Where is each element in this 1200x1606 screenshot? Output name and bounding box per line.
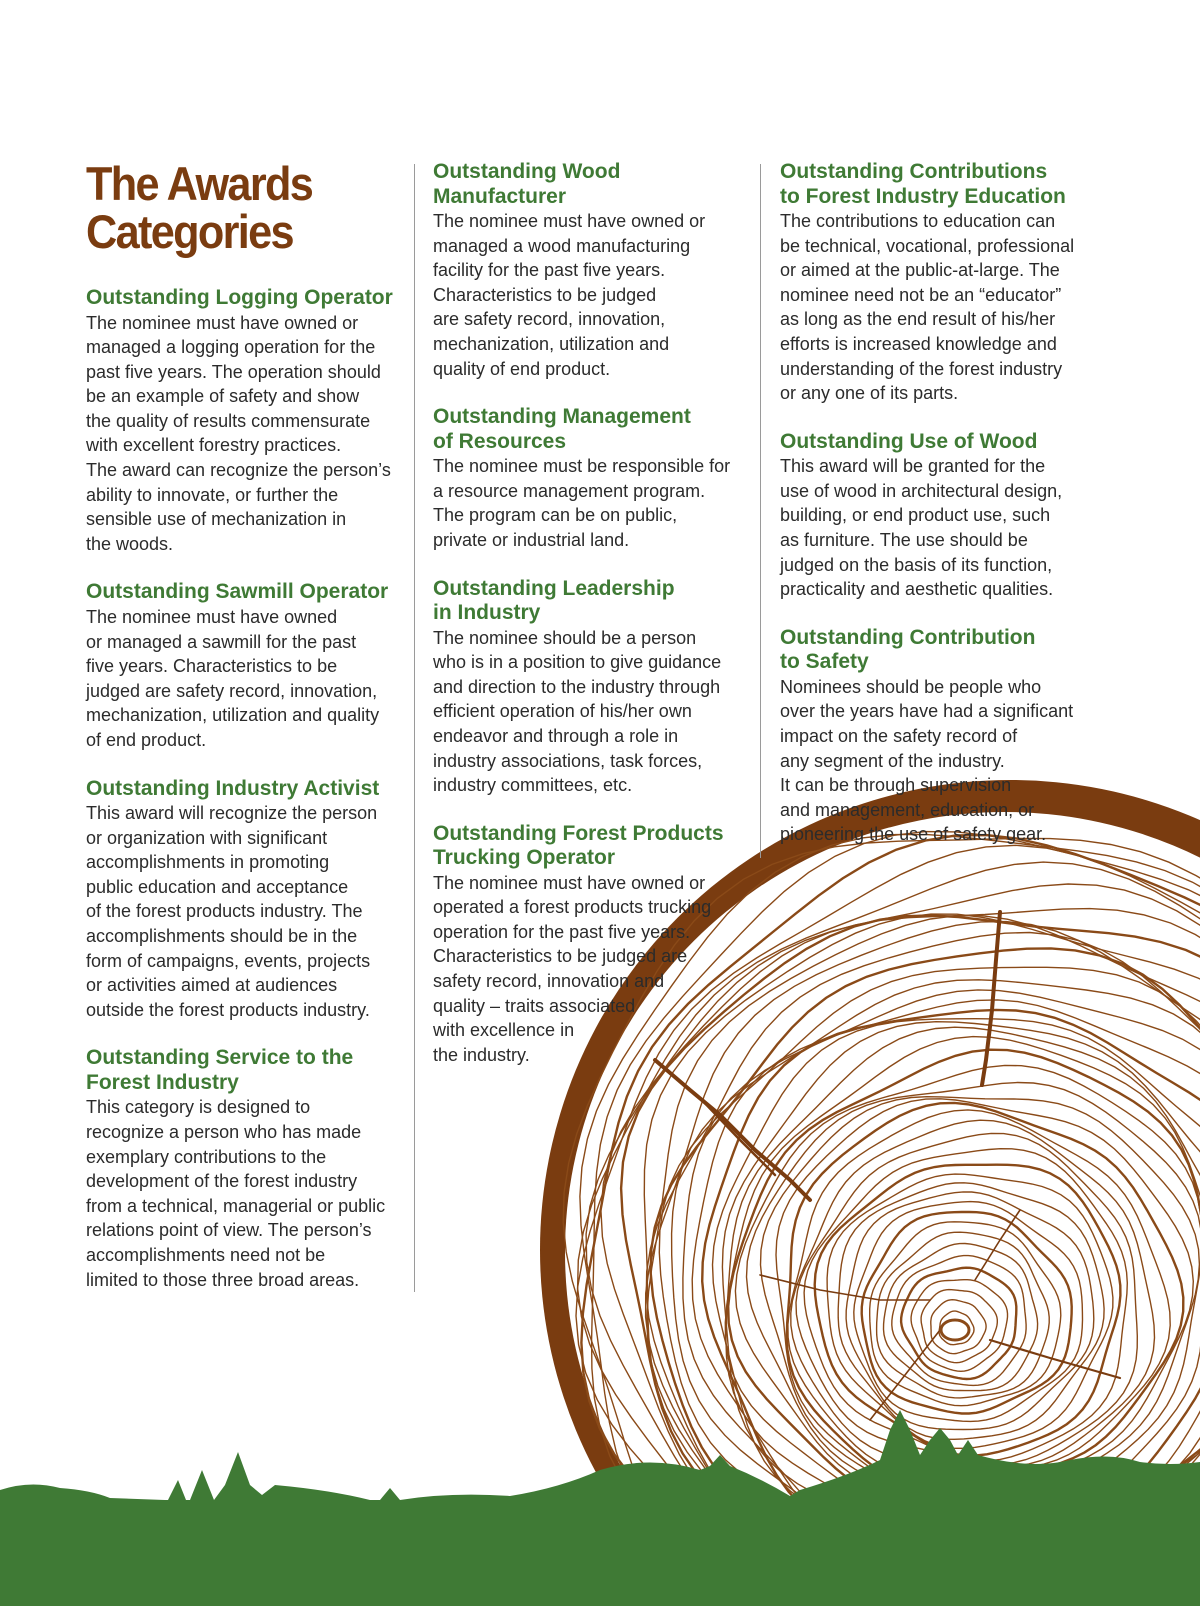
award-category	[86, 777, 416, 1023]
award-category	[780, 160, 1090, 406]
category-description: The nominee must have owned or managed a wood manufacturing facility for the past five years. Characteristics to be judged are safety record, innovation, mechanization, utilization and quality of end product.	[433, 211, 706, 379]
award-category	[780, 626, 1090, 847]
category-description: The nominee must have owned or managed a sawmill for the past five years. Characteristics to be judged are safety record, innovation, mechanization, utilization and quality of end product.	[86, 606, 380, 750]
category-heading: Outstanding Use of Wood	[780, 429, 1038, 453]
category-description: This award will recognize the person or organization with significant accomplishments in promoting public education and acceptance of the forest products industry. The accomplishments should be in the form of campaigns, events, projects or activities aimed at audiences outside the forest products industry.	[86, 803, 378, 1020]
column-2	[433, 160, 743, 1091]
column-3	[780, 160, 1090, 871]
award-category	[86, 286, 416, 556]
award-category	[86, 1046, 416, 1292]
category-heading: Outstanding Logging Operator	[86, 286, 393, 309]
column-divider	[760, 164, 761, 858]
category-heading: Outstanding Contribution to Safety	[780, 625, 1036, 674]
category-description: The contributions to education can be technical, vocational, professional or aimed at the public-at-large. The nominee need not be an “educator” as long as the end result of his/her efforts is increased knowledge and understanding of the forest industry or any one of its parts.	[780, 211, 1075, 404]
category-heading: Outstanding Forest Products Trucking Operator	[433, 821, 724, 870]
category-description: The nominee must be responsible for a resource management program. The program can be on public, private or industrial land.	[433, 456, 731, 550]
page-title: The Awards Categories	[86, 157, 313, 258]
category-description: This award will be granted for the use of wood in architectural design, building, or end product use, such as furniture. The use should be judged on the basis of its function, practicality and aesthetic qualities.	[780, 456, 1063, 600]
award-category	[433, 822, 743, 1068]
award-category	[433, 160, 743, 381]
category-heading: Outstanding Wood Manufacturer	[433, 160, 621, 208]
award-category	[433, 577, 743, 798]
category-heading: Outstanding Management of Resources	[433, 405, 691, 453]
award-category	[433, 405, 743, 552]
category-description: The nominee should be a person who is in a position to give guidance and direction to the industry through efficient operation of his/her own endeavor and through a role in industry associations, task forces, industry committees, etc.	[433, 627, 722, 796]
category-description: Nominees should be people who over the years have had a significant impact on the safety record of any segment of the industry. It can be through supervision and management, education, or pioneering the use of safety gear.	[780, 676, 1074, 845]
category-heading: Outstanding Sawmill Operator	[86, 580, 389, 604]
category-description: This category is designed to recognize a person who has made exemplary contributions to the development of the forest industry from a technical, managerial or public relations point of view. The person’s accomplishments need not be limited to those three broad areas.	[86, 1097, 386, 1290]
award-category	[86, 580, 416, 752]
category-heading: Outstanding Contributions to Forest Industry Education	[780, 160, 1066, 208]
category-heading: Outstanding Leadership in Industry	[433, 576, 675, 625]
column-1	[86, 157, 416, 1316]
award-category	[780, 430, 1090, 602]
category-heading: Outstanding Industry Activist	[86, 776, 380, 800]
category-heading: Outstanding Service to the Forest Industry	[86, 1046, 354, 1094]
category-description: The nominee must have owned or operated a forest products trucking operation for the past five years. Characteristics to be judged are safety record, innovation and quality – traits associated with excellence in the industry.	[433, 872, 712, 1065]
category-description: The nominee must have owned or managed a logging operation for the past five years. The operation should be an example of safety and show the quality of results commensurate with excellent forestry practices. The award can recognize the person’s ability to innovate, or further the sensible use of mechanization in the woods.	[86, 312, 391, 554]
